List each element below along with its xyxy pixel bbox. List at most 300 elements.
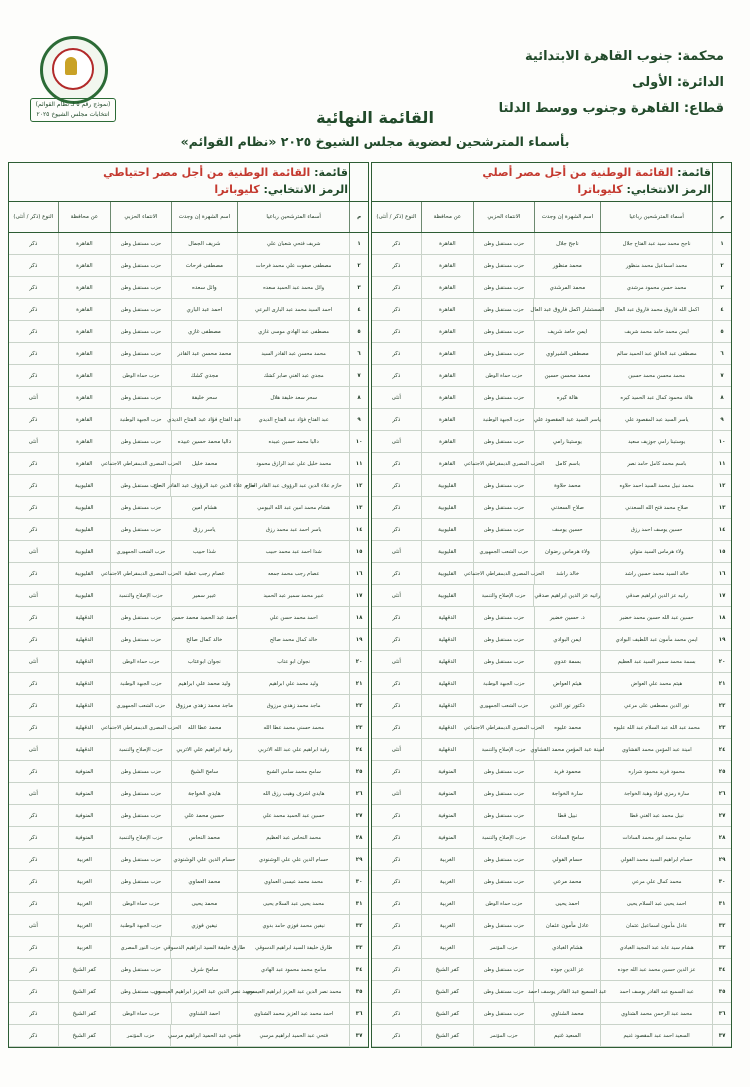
row-number: ٢١ <box>712 673 731 694</box>
candidate-name: ياسر احمد عبد محمد رزق <box>237 519 349 540</box>
row-number: ١٣ <box>712 497 731 518</box>
governorate: الدقهلية <box>58 651 111 672</box>
candidate-name: محمد محسن عبد القادر السيد <box>237 343 349 364</box>
table-row <box>372 321 731 343</box>
gender: ذكر <box>29 988 38 995</box>
table-row <box>372 915 731 937</box>
table-row <box>372 937 731 959</box>
party: حزب النور المصري <box>110 937 170 958</box>
party: حزب مستقبل وطن <box>473 321 534 342</box>
table-row <box>9 387 368 409</box>
governorate: كفر الشيخ <box>58 1025 110 1046</box>
governorate: الدقهلية <box>421 651 474 672</box>
party: حزب الجبهة الوطنية <box>110 915 171 936</box>
primary-list-table <box>371 162 732 1048</box>
party: حزب مستقبل وطن <box>473 277 534 298</box>
row-number: ٨ <box>712 387 731 408</box>
row-number: ٣ <box>349 277 368 298</box>
governorate: القاهرة <box>421 299 473 320</box>
party: حزب مستقبل وطن <box>110 959 171 980</box>
gender: ذكر <box>392 922 401 929</box>
row-number: ٢٤ <box>712 739 731 760</box>
court-info <box>499 44 724 122</box>
governorate: الغربية <box>58 849 111 870</box>
row-number: ٢٧ <box>349 805 368 826</box>
row-number: ٣٦ <box>712 1003 731 1024</box>
party: حزب مستقبل وطن <box>473 431 534 452</box>
candidate-name: محمد عبد الله عبد السلام عبد الله عليوه <box>600 717 712 738</box>
fame-name: خالد كمال صالح <box>171 629 237 650</box>
col-sex: النوع (ذكر / أنثى) <box>13 213 54 220</box>
table-header: قائمة: القائمة الوطنية من أجل مصر احتياطي الرمز الانتخابي: كليوباترا <box>9 163 368 202</box>
row-number: ١٦ <box>712 563 731 584</box>
candidate-name: عبد السميع عبد القادر يوسف احمد <box>600 981 712 1002</box>
candidate-name: حسين يوسف احمد رزق <box>600 519 712 540</box>
gender: ذكر <box>392 570 401 577</box>
fame-name: احمد الشناوي <box>171 1003 237 1024</box>
row-number: ٧ <box>349 365 368 386</box>
gender: ذكر <box>29 812 38 819</box>
row-number: ٢٨ <box>712 827 731 848</box>
gender: ذكر <box>392 350 401 357</box>
row-number: ٣٠ <box>349 871 368 892</box>
fame-name: حازم علاء الدين عبد الرؤوف عبد القادر الحاج <box>170 475 237 496</box>
gender: ذكر <box>29 768 38 775</box>
fame-name: محمد الشناوي <box>534 1003 600 1024</box>
fame-name: ايمن البوادي <box>534 629 600 650</box>
gender: ذكر <box>29 1032 38 1039</box>
governorate: المنوفية <box>421 783 474 804</box>
candidate-name: محمد عبد الرحمن محمد الشناوي <box>600 1003 712 1024</box>
table-row <box>9 761 368 783</box>
candidate-name: هشام محمد امين عبد الله البيومي <box>237 497 349 518</box>
table-row <box>9 343 368 365</box>
col-party: الانتماء الحزبي <box>473 202 534 232</box>
party: الحزب المصري الديمقراطي الاجتماعي <box>473 563 534 584</box>
fame-name: السعيد غنيم <box>534 1025 600 1046</box>
table-body <box>372 233 731 1047</box>
party: حزب مستقبل وطن <box>110 981 170 1002</box>
governorate: القليوبية <box>58 563 110 584</box>
col-gov: عن محافظة <box>421 202 474 232</box>
row-number: ٦ <box>349 343 368 364</box>
fame-name: هشام الغبادي <box>534 937 600 958</box>
row-number: ٢١ <box>349 673 368 694</box>
row-number: ٢٥ <box>712 761 731 782</box>
row-number: ١٥ <box>349 541 368 562</box>
party: حزب مستقبل وطن <box>110 233 171 254</box>
candidate-name: حسين عبد الحميد محمد علي <box>237 805 349 826</box>
fame-name: مصطفى غازي <box>171 321 237 342</box>
fame-name: احمد يحيى <box>534 893 600 914</box>
gender: أنثى <box>28 658 38 665</box>
governorate: كفر الشيخ <box>58 1003 111 1024</box>
fame-name: سارة الخواجة <box>534 783 600 804</box>
gender: ذكر <box>29 482 38 489</box>
candidate-name: سامح محمد محمود عبد الهادي <box>237 959 349 980</box>
gender: ذكر <box>392 636 401 643</box>
candidate-name: ولاء هرماس السيد متولي <box>600 541 712 562</box>
fame-name: نبيل قطا <box>534 805 600 826</box>
party: حزب مستقبل وطن <box>110 299 171 320</box>
candidate-name: فتحي عبد الحميد ابراهيم مرسي <box>237 1025 349 1046</box>
candidate-name: حسام ابراهيم السيد محمد الفولي <box>600 849 712 870</box>
table-row <box>372 585 731 607</box>
table-row <box>372 981 731 1003</box>
fame-name: فتحي عبد الحميد ابراهيم مرسي <box>170 1025 237 1046</box>
table-row <box>9 915 368 937</box>
fame-name: نجوان ابوعتاب <box>171 651 237 672</box>
table-row <box>9 365 368 387</box>
page-title: القائمة النهائية <box>316 108 434 127</box>
gender: ذكر <box>392 614 401 621</box>
fame-name: هالة كيره <box>534 387 600 408</box>
governorate: القاهرة <box>58 453 110 474</box>
party: حزب مستقبل وطن <box>110 255 171 276</box>
gender: ذكر <box>29 526 38 533</box>
fame-name: محمد محسن حسين <box>534 365 600 386</box>
candidate-name: مجدي عبد الغني صابر كشك <box>237 365 349 386</box>
table-row <box>9 519 368 541</box>
table-row <box>9 475 368 497</box>
party: حزب مستقبل وطن <box>473 915 534 936</box>
party: حزب الشعب الجمهوري <box>110 541 171 562</box>
row-number: ٣٧ <box>712 1025 731 1046</box>
governorate: المنوفية <box>58 783 111 804</box>
fame-name: محمد يحيى <box>171 893 237 914</box>
circuit-name: الدائرة: الأولى <box>632 75 724 90</box>
party: حزب الشعب الجمهوري <box>473 541 534 562</box>
candidate-name: صلاح محمد فتح الله السعدني <box>600 497 712 518</box>
table-row <box>9 871 368 893</box>
table-header: قائمة: القائمة الوطنية من أجل مصر أصلي الرمز الانتخابي: كليوباترا <box>372 163 731 202</box>
party: حزب الإصلاح والتنمية <box>110 739 171 760</box>
gender: ذكر <box>392 372 401 379</box>
page-subtitle: بأسماء المترشحين لعضوية مجلس الشيوخ ٢٠٢٥ «نظام القوائم» <box>180 134 570 149</box>
gender: ذكر <box>29 614 38 621</box>
governorate: القليوبية <box>58 519 111 540</box>
candidate-name: حسام الدين علي علي الوشنودي <box>237 849 349 870</box>
row-number: ٩ <box>712 409 731 430</box>
party: الحزب المصري الديمقراطي الاجتماعي <box>473 717 534 738</box>
party: حزب مستقبل وطن <box>473 805 534 826</box>
party: حزب مستقبل وطن <box>110 475 170 496</box>
table-row <box>9 233 368 255</box>
fame-name: عصام رجب عطية <box>171 563 237 584</box>
table-row <box>9 585 368 607</box>
table-row <box>372 343 731 365</box>
candidate-name: وليد محمد علي ابراهيم <box>237 673 349 694</box>
fame-name: هيثم العواض <box>534 673 600 694</box>
party: حزب مستقبل وطن <box>473 519 534 540</box>
table-row <box>372 1025 731 1047</box>
party: حزب مستقبل وطن <box>110 783 171 804</box>
governorate: الغربية <box>421 849 474 870</box>
candidate-name: ماجد محمد زهدي مرزوق <box>237 695 349 716</box>
party: حزب مستقبل وطن <box>473 849 534 870</box>
table-row <box>372 563 731 585</box>
gender: أنثى <box>28 438 38 445</box>
table-row <box>9 651 368 673</box>
governorate: الغربية <box>421 915 474 936</box>
governorate: القليوبية <box>421 563 473 584</box>
row-number: ٣٢ <box>349 915 368 936</box>
governorate: القاهرة <box>421 453 473 474</box>
row-number: ٢٩ <box>349 849 368 870</box>
governorate: الدقهلية <box>421 673 474 694</box>
row-number: ٤ <box>349 299 368 320</box>
table-row <box>9 607 368 629</box>
col-party: الانتماء الحزبي <box>110 202 171 232</box>
fame-name: احمد عبد الحميد محمد حسن <box>171 607 237 628</box>
governorate: القاهرة <box>421 409 473 430</box>
candidate-name: سامح محمد انور محمد السادات <box>600 827 712 848</box>
row-number: ٣٧ <box>349 1025 368 1046</box>
governorate: الغربية <box>58 871 111 892</box>
fame-name: صلاح السعدني <box>534 497 600 518</box>
fame-name: هايدي الخواجة <box>171 783 237 804</box>
table-row <box>372 629 731 651</box>
table-row <box>372 431 731 453</box>
row-number: ١٧ <box>349 585 368 606</box>
table-row <box>9 563 368 585</box>
table-row <box>9 739 368 761</box>
candidate-name: وائل محمد عبد الحميد سعده <box>237 277 349 298</box>
gender: ذكر <box>392 724 401 731</box>
fame-name: شذا حبيب <box>171 541 237 562</box>
governorate: الدقهلية <box>421 607 474 628</box>
gender: ذكر <box>392 702 401 709</box>
party: حزب الجبهة الوطنية <box>110 409 170 430</box>
candidate-name: اكمل الله فاروق محمد فاروق عبد العال <box>600 299 712 320</box>
governorate: القليوبية <box>421 585 473 606</box>
fame-name: عبير سمير <box>171 585 237 606</box>
governorate: الغربية <box>58 893 111 914</box>
fame-name: محمد عطا الله <box>171 717 237 738</box>
gender: ذكر <box>392 306 401 313</box>
fame-name: محمد حلاوة <box>534 475 600 496</box>
table-row <box>9 255 368 277</box>
candidate-name: محمد نصر الدين عبد العزيز ابراهيم العيسوي <box>237 981 349 1002</box>
governorate: القاهرة <box>421 365 474 386</box>
col-name: أسماء المترشحين رباعيا <box>600 202 712 232</box>
party: حزب حماة الوطن <box>110 1003 171 1024</box>
governorate: كفر الشيخ <box>58 959 111 980</box>
party: حزب مستقبل وطن <box>473 233 534 254</box>
row-number: ١ <box>712 233 731 254</box>
candidate-name: نجوان ابو عتاب <box>237 651 349 672</box>
table-row <box>372 453 731 475</box>
col-fame: اسم الشهرة إن وجدت <box>534 202 600 232</box>
party: حزب حماة الوطن <box>473 365 534 386</box>
table-row <box>372 409 731 431</box>
gender: ذكر <box>392 416 401 423</box>
candidate-name: محمد محسن محمد حسين <box>600 365 712 386</box>
party: حزب مستقبل وطن <box>110 343 171 364</box>
party: حزب مستقبل وطن <box>473 497 534 518</box>
fame-name: رقية ابراهيم علي الاتربي <box>171 739 237 760</box>
row-number: ٢٧ <box>712 805 731 826</box>
table-row <box>9 629 368 651</box>
fame-name: وليد محمد علي ابراهيم <box>171 673 237 694</box>
gender: أنثى <box>391 438 401 445</box>
gender: ذكر <box>392 262 401 269</box>
party: الحزب المصري الديمقراطي الاجتماعي <box>110 563 171 584</box>
gender: ذكر <box>392 900 401 907</box>
row-number: ٢٢ <box>349 695 368 716</box>
fame-name: ناجح جلال <box>534 233 600 254</box>
gender: أنثى <box>391 658 401 665</box>
egypt-seal-logo <box>40 36 108 104</box>
fame-name: محمد عليوه <box>534 717 600 738</box>
candidate-name: ايمن محمد حامد محمد شريف <box>600 321 712 342</box>
column-headers <box>372 202 731 233</box>
row-number: ٣١ <box>712 893 731 914</box>
row-number: ١٨ <box>712 607 731 628</box>
governorate: القاهرة <box>58 409 110 430</box>
gender: ذكر <box>392 460 401 467</box>
candidate-name: باسم محمد كامل حامد نصر <box>600 453 712 474</box>
governorate: الدقهلية <box>421 629 474 650</box>
candidate-name: مصطفى عبد الخالق عبد الحميد سالم <box>600 343 712 364</box>
candidate-name: امينة عبد المؤمن محمد القشاوي <box>600 739 712 760</box>
candidate-name: عز الدين حسين محمد عبد الله جوده <box>600 959 712 980</box>
row-number: ٨ <box>349 387 368 408</box>
party: حزب مستقبل وطن <box>110 849 171 870</box>
table-row <box>372 255 731 277</box>
candidate-name: ايمن محمد مأمون عبد اللطيف البوادي <box>600 629 712 650</box>
party: حزب مستقبل وطن <box>473 475 534 496</box>
table-row <box>372 871 731 893</box>
governorate: الدقهلية <box>58 695 111 716</box>
gender: ذكر <box>392 856 401 863</box>
candidate-name: عبير محمد سمير عبد الحميد <box>237 585 349 606</box>
party: حزب مستقبل وطن <box>110 321 171 342</box>
party: حزب الجبهة الوطنية <box>473 409 533 430</box>
candidate-name: نبيل محمد عبد الغني قطا <box>600 805 712 826</box>
party: حزب مستقبل وطن <box>110 519 171 540</box>
table-row <box>9 1003 368 1025</box>
row-number: ٣٢ <box>712 915 731 936</box>
candidate-name: محمد اسماعيل محمد منظور <box>600 255 712 276</box>
party: حزب الإصلاح والتنمية <box>473 827 534 848</box>
party: حزب الجبهة الوطنية <box>473 673 534 694</box>
gender: أنثى <box>391 548 401 555</box>
row-number: ٢٩ <box>712 849 731 870</box>
table-row <box>9 431 368 453</box>
table-row <box>372 893 731 915</box>
table-row <box>372 959 731 981</box>
table-row <box>372 299 731 321</box>
row-number: ٢٣ <box>712 717 731 738</box>
party: حزب الجبهة الوطنية <box>110 673 171 694</box>
party: حزب الإصلاح والتنمية <box>110 585 171 606</box>
col-name: أسماء المترشحين رباعيا <box>237 202 349 232</box>
candidate-name: هيثم محمد علي العواض <box>600 673 712 694</box>
fame-name: نيفين فوزي <box>171 915 237 936</box>
governorate: الدقهلية <box>58 717 110 738</box>
party: حزب حماة الوطن <box>110 651 171 672</box>
table-row <box>9 981 368 1003</box>
table-row <box>372 849 731 871</box>
row-number: ٢٢ <box>712 695 731 716</box>
governorate: كفر الشيخ <box>421 1003 474 1024</box>
fame-name: محمد العماوي <box>171 871 237 892</box>
governorate: الدقهلية <box>58 673 111 694</box>
sector-name: قطاع: القاهرة وجنوب ووسط الدلتا <box>498 101 724 116</box>
governorate: القاهرة <box>58 321 111 342</box>
row-number: ١٩ <box>712 629 731 650</box>
party: الحزب المصري الديمقراطي الاجتماعي <box>110 453 171 474</box>
party: حزب مستقبل وطن <box>110 761 171 782</box>
court-name: محكمة: جنوب القاهرة الابتدائية <box>525 49 724 64</box>
candidate-name: طارق خليفة السيد ابراهيم الدسوقي <box>237 937 349 958</box>
party: حزب مستقبل وطن <box>473 255 534 276</box>
row-number: ٣٥ <box>349 981 368 1002</box>
gender: ذكر <box>29 856 38 863</box>
fame-name: حسام الدين علي الوشنودي <box>171 849 237 870</box>
fame-name: محمد مرعي <box>534 871 600 892</box>
row-number: ١٧ <box>712 585 731 606</box>
gender: ذكر <box>29 350 38 357</box>
candidate-name: محمد يحيى عبد السلام يحيى <box>237 893 349 914</box>
governorate: المنوفية <box>421 761 474 782</box>
gender: ذكر <box>392 526 401 533</box>
fame-name: محمد النحاس <box>171 827 237 848</box>
row-number: ٣٣ <box>349 937 368 958</box>
gender: ذكر <box>29 240 38 247</box>
candidate-name: نور الدين مصطفى على مرعي <box>600 695 712 716</box>
candidate-name: رقية ابراهيم علي عبد الله الاتربي <box>237 739 349 760</box>
fame-name: بسمة عدوي <box>534 651 600 672</box>
gender: ذكر <box>29 636 38 643</box>
table-row <box>9 409 368 431</box>
gender: ذكر <box>392 988 401 995</box>
governorate: المنوفية <box>421 827 474 848</box>
gender: ذكر <box>29 460 38 467</box>
fame-name: محمد محسن عبد القادر <box>171 343 237 364</box>
candidate-name: يوستينا رامي جوزيف سعيد <box>600 431 712 452</box>
table-row <box>372 805 731 827</box>
party: حزب الإصلاح والتنمية <box>110 827 171 848</box>
row-number: ١٢ <box>712 475 731 496</box>
gender: أنثى <box>391 592 401 599</box>
row-number: ١٠ <box>349 431 368 452</box>
table-row <box>372 387 731 409</box>
candidate-name: شذا احمد عبد محمد حبيب <box>237 541 349 562</box>
party: حزب مستقبل وطن <box>473 871 534 892</box>
row-number: ٣٤ <box>712 959 731 980</box>
gender: أنثى <box>28 746 38 753</box>
fame-name: دكتور نور الدين <box>534 695 600 716</box>
governorate: الغربية <box>58 915 111 936</box>
row-number: ٦ <box>712 343 731 364</box>
fame-name: وائل سعده <box>171 277 237 298</box>
table-row <box>9 827 368 849</box>
party: حزب مستقبل وطن <box>473 299 533 320</box>
table-row <box>372 761 731 783</box>
reserve-list-table <box>8 162 369 1048</box>
party: حزب مستقبل وطن <box>110 431 171 452</box>
fame-name: محمد منظور <box>534 255 600 276</box>
governorate: القاهرة <box>421 343 474 364</box>
gender: ذكر <box>392 878 401 885</box>
list-name: القائمة الوطنية من أجل مصر احتياطي <box>103 166 311 179</box>
party: حزب مستقبل وطن <box>110 607 171 628</box>
row-number: ٢٠ <box>712 651 731 672</box>
governorate: القاهرة <box>58 343 111 364</box>
table-row <box>9 497 368 519</box>
